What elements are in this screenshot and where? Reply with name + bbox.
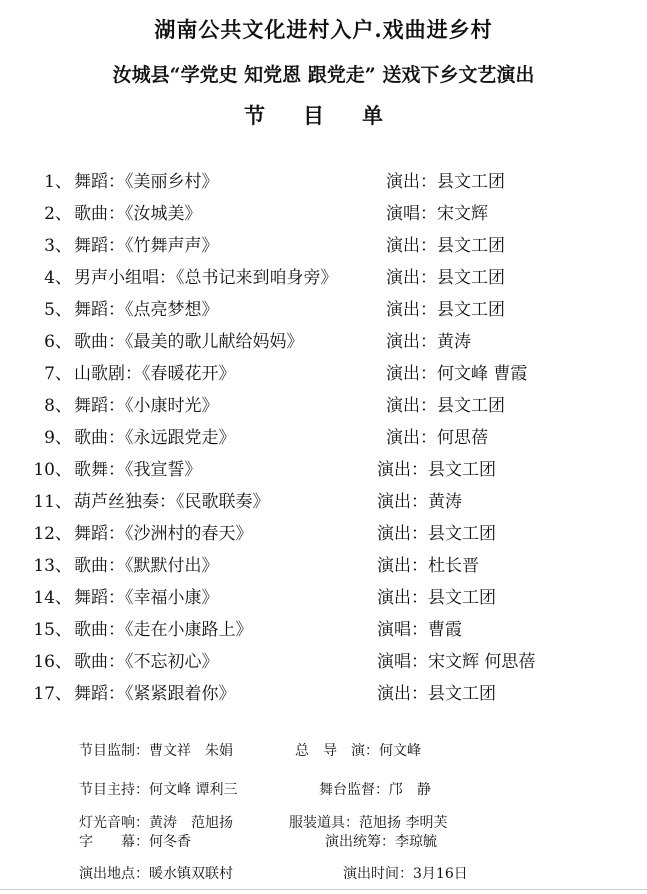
program-title: 歌曲：《汝城美》 — [74, 204, 202, 224]
program-title: 男声小组唱：《总书记来到咱身旁》 — [74, 268, 338, 288]
program-number: 17、 — [33, 684, 72, 704]
program-row — [0, 326, 647, 358]
program-number: 2、 — [44, 204, 72, 224]
program-number: 12、 — [33, 524, 72, 544]
credit-lighting-sound: 灯光音响：黄涛 范旭扬 — [79, 815, 233, 831]
program-number: 9、 — [44, 428, 72, 448]
program-performer: 演出：县文工团 — [377, 684, 496, 704]
program-performer: 演出：县文工团 — [377, 588, 496, 608]
program-title: 舞蹈：《点亮梦想》 — [74, 300, 219, 320]
program-performer: 演出：黄涛 — [377, 492, 462, 512]
program-title: 歌曲：《永远跟党走》 — [74, 428, 236, 448]
program-number: 7、 — [44, 364, 72, 384]
program-row — [0, 390, 647, 422]
program-row — [0, 262, 647, 294]
program-performer: 演出：县文工团 — [386, 236, 505, 256]
program-number: 4、 — [44, 268, 72, 288]
program-performer: 演出：何思蓓 — [386, 428, 488, 448]
credit-director: 总 导 演：何文峰 — [295, 743, 421, 759]
event-subtitle: 汝城县“学党史 知党恩 跟党走” 送戏下乡文艺演出 — [112, 64, 535, 86]
program-performer: 演出：县文工团 — [377, 460, 496, 480]
program-row — [0, 454, 647, 486]
program-number: 11、 — [33, 492, 72, 512]
program-row — [0, 614, 647, 646]
program-row — [0, 582, 647, 614]
program-performer: 演出：黄涛 — [386, 332, 471, 352]
program-title: 歌曲：《不忘初心》 — [74, 652, 219, 672]
program-title: 歌舞：《我宣誓》 — [74, 460, 202, 480]
program-number: 13、 — [33, 556, 72, 576]
credit-venue: 演出地点：暖水镇双联村 — [79, 866, 233, 882]
program-number: 15、 — [33, 620, 72, 640]
bottom-divider — [0, 889, 647, 890]
program-row — [0, 358, 647, 390]
program-row — [0, 518, 647, 550]
poster-title: 湖南公共文化进村入户.戏曲进乡村 — [154, 17, 493, 42]
program-number: 10、 — [33, 460, 72, 480]
credit-time: 演出时间：3月16日 — [343, 866, 468, 882]
credit-subtitles: 字 幕：何冬香 — [79, 834, 191, 850]
program-title: 舞蹈：《竹舞声声》 — [74, 236, 219, 256]
program-number: 8、 — [44, 396, 72, 416]
credit-host: 节目主持：何文峰 谭利三 — [79, 782, 238, 798]
program-performer: 演唱：宋文辉 何思蓓 — [377, 652, 536, 672]
program-row — [0, 166, 647, 198]
program-title: 舞蹈：《幸福小康》 — [74, 588, 219, 608]
program-number: 5、 — [44, 300, 72, 320]
program-title: 歌曲：《走在小康路上》 — [74, 620, 253, 640]
program-row — [0, 198, 647, 230]
program-performer: 演出：县文工团 — [386, 300, 505, 320]
program-number: 1、 — [44, 172, 72, 192]
program-row — [0, 230, 647, 262]
program-performer: 演出：县文工团 — [386, 396, 505, 416]
program-number: 14、 — [33, 588, 72, 608]
program-performer: 演出：杜长晋 — [377, 556, 479, 576]
program-title: 舞蹈：《小康时光》 — [74, 396, 219, 416]
program-title: 舞蹈：《美丽乡村》 — [74, 172, 219, 192]
program-row — [0, 550, 647, 582]
program-performer: 演出：县文工团 — [386, 268, 505, 288]
program-row — [0, 422, 647, 454]
program-number: 3、 — [44, 236, 72, 256]
program-title: 歌曲：《最美的歌儿献给妈妈》 — [74, 332, 304, 352]
program-row — [0, 486, 647, 518]
program-row — [0, 294, 647, 326]
program-performer: 演唱：宋文辉 — [386, 204, 488, 224]
program-number: 6、 — [44, 332, 72, 352]
program-title: 舞蹈：《紧紧跟着你》 — [74, 684, 236, 704]
program-row — [0, 646, 647, 678]
credit-costume-props: 服装道具：范旭扬 李明芙 — [289, 815, 448, 831]
program-performer: 演出：何文峰 曹霞 — [386, 364, 528, 384]
credit-supervisor: 节目监制：曹文祥 朱娟 — [79, 743, 233, 759]
program-title: 舞蹈：《沙洲村的春天》 — [74, 524, 253, 544]
program-number: 16、 — [33, 652, 72, 672]
program-title: 葫芦丝独奏：《民歌联奏》 — [74, 492, 270, 512]
program-performer: 演出：县文工团 — [377, 524, 496, 544]
program-performer: 演唱：曹霞 — [377, 620, 462, 640]
program-performer: 演出：县文工团 — [386, 172, 505, 192]
program-list-heading: 节目单 — [244, 103, 421, 128]
program-title: 山歌剧：《春暖花开》 — [74, 364, 236, 384]
program-row — [0, 678, 647, 710]
credit-coordinator: 演出统筹：李琼毓 — [325, 834, 437, 850]
program-title: 歌曲：《默默付出》 — [74, 556, 219, 576]
credit-stage-manager: 舞台监督：邝 静 — [319, 782, 431, 798]
